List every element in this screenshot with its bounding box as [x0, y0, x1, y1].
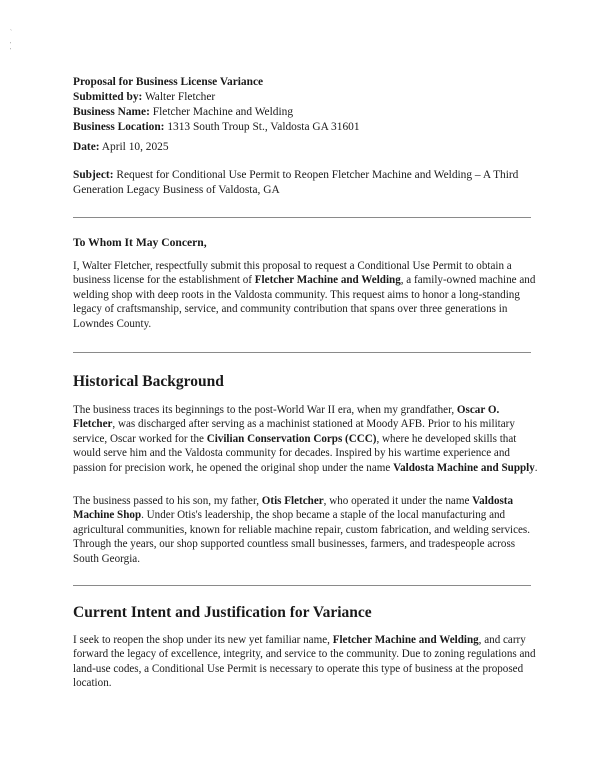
submitted-by-label: Submitted by: [73, 91, 143, 103]
paragraph-text: , where he developed skills that would serve him and the Valdosta community for decades. Inspired by his wartime experience and passion for precision work, he opened the original shop under the name [73, 432, 517, 474]
paragraph-text: , and carry forward the legacy of excellence, integrity, and service to the community. Due to zoning regulations and land-use codes, a Conditional Use Permit is necessary to operate this type of business at the proposed location. [73, 634, 536, 690]
business-name-label: Business Name: [73, 106, 150, 118]
intro-paragraph [73, 259, 543, 331]
greeting: To Whom It May Concern, [73, 236, 207, 249]
person-name: Oscar O. Fletcher [73, 404, 500, 431]
scan-specks: ˋ ' ' [10, 30, 12, 54]
divider [73, 585, 531, 586]
paragraph-text: I seek to reopen the shop under its new yet familiar name, [73, 634, 333, 646]
paragraph-text: The business traces its beginnings to the post-World War II era, when my grandfather, [73, 404, 457, 416]
subject-value: Request for Conditional Use Permit to Reopen Fletcher Machine and Welding – A Third Generation Legacy Business of Valdosta, GA [73, 169, 519, 196]
historical-paragraph-1 [73, 403, 543, 475]
business-location-label: Business Location: [73, 121, 165, 133]
paragraph-text: . Under Otis's leadership, the shop became a staple of the local manufacturing and agricultural communities, known for reliable machine repair, custom fabrication, and welding services. Through the years, our shop supported countless small businesses, farmers, and tradespeople across South Georgia. [73, 509, 531, 565]
intent-heading: Current Intent and Justification for Variance [73, 604, 372, 621]
proposal-title: Proposal for Business License Variance [73, 76, 264, 88]
intro-text: I, Walter Fletcher, respectfully submit this proposal to request a Conditional Use Permit to obtain a business license for the establishment of [73, 260, 512, 287]
subject-line [73, 168, 543, 198]
business-name: Fletcher Machine and Welding [332, 634, 479, 646]
intro-business-name: Fletcher Machine and Welding [254, 274, 401, 287]
proposal-header [73, 75, 543, 135]
divider [73, 217, 531, 218]
divider [73, 352, 531, 353]
intent-paragraph-1 [73, 633, 543, 691]
paragraph-text: , was discharged after serving as a machinist stationed at Moody AFB. Prior to his military service, Oscar worked for the [73, 418, 515, 445]
organization-name: Civilian Conservation Corps (CCC) [206, 432, 377, 445]
historical-heading: Historical Background [73, 373, 224, 390]
intro-text: , a family-owned machine and welding shop with deep roots in the Valdosta community. This request aims to honor a long-standing legacy of craftsmanship, service, and community contribution that spans over three generations in Lowndes County. [73, 274, 536, 330]
person-name: Otis Fletcher [261, 495, 324, 507]
business-name-value: Fletcher Machine and Welding [152, 106, 294, 118]
paragraph-text: The business passed to his son, my father, [73, 495, 262, 507]
date-line [73, 141, 543, 153]
date-value: April 10, 2025 [101, 141, 169, 153]
business-name: Valdosta Machine Shop [73, 495, 514, 522]
date-label: Date: [73, 141, 100, 153]
paragraph-text: . [534, 461, 538, 474]
paragraph-text: , who operated it under the name [323, 495, 473, 507]
subject-label: Subject: [73, 169, 114, 181]
business-name: Valdosta Machine and Supply [393, 461, 535, 474]
business-location-value: 1313 South Troup St., Valdosta GA 31601 [167, 121, 360, 133]
submitted-by-value: Walter Fletcher [144, 91, 216, 103]
historical-paragraph-2 [73, 494, 543, 566]
